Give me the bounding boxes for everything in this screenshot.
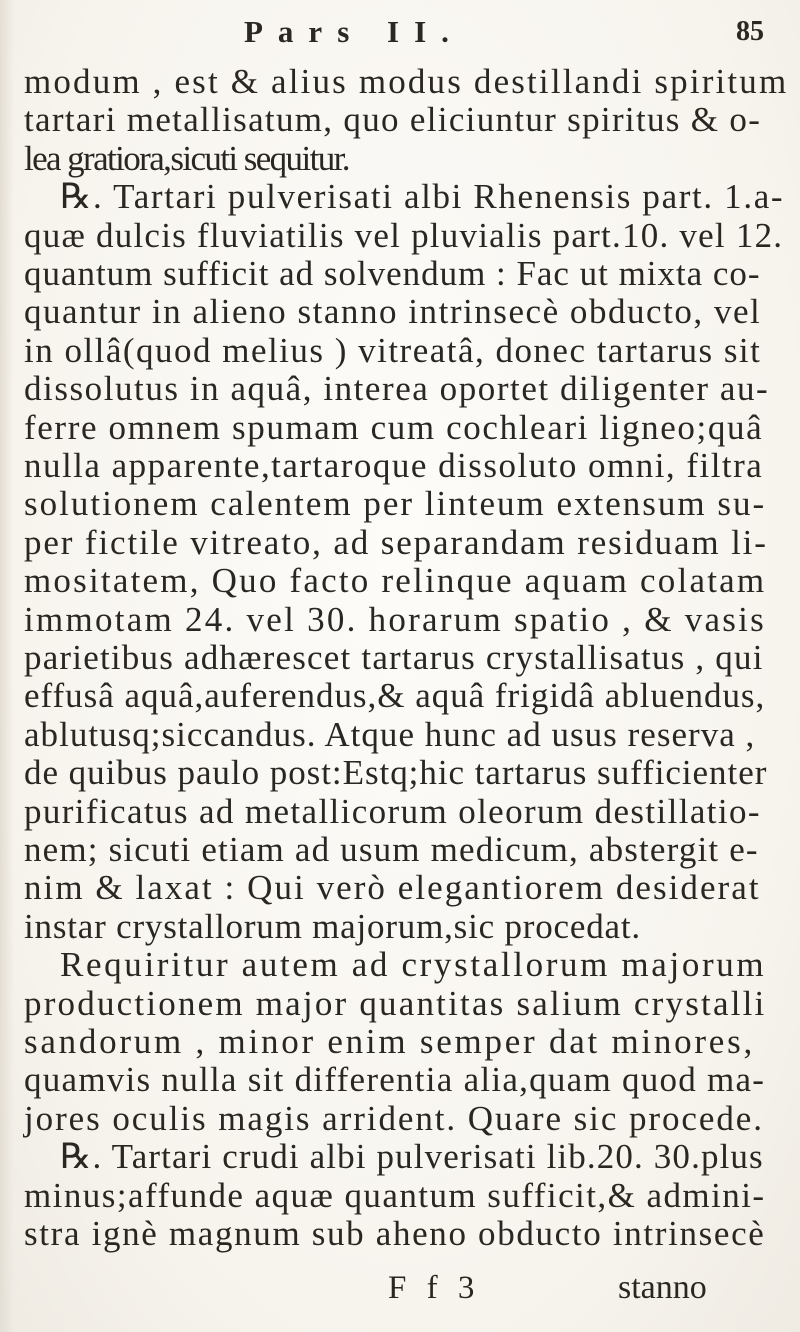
text-line: jores oculis magis arrident. Quare sic procede. bbox=[24, 1098, 764, 1138]
text-line: effusâ aquâ,auferendus,& aquâ frigidâ abluendus, bbox=[24, 676, 766, 716]
text-line: sandorum , minor enim semper dat minores, bbox=[24, 1022, 755, 1061]
text-line: per fictile vitreato, ad separandam residuam li- bbox=[24, 522, 768, 562]
text-line: dissolutus in aquâ, interea oportet diligenter au- bbox=[24, 369, 770, 409]
text-line: stra ignè magnum sub aheno obducto intrinsecè bbox=[24, 1214, 766, 1253]
text-line: Requiritur autem ad crystallorum majorum bbox=[60, 945, 767, 985]
text-line: nem; sicuti etiam ad usum medicum, abstergit e- bbox=[24, 830, 759, 869]
signature-mark: F f 3 bbox=[388, 1270, 481, 1306]
text-line: ferre omnem spumam cum cochleari ligneo;quâ bbox=[24, 407, 764, 447]
text-line: lea gratiora,sicuti sequitur. bbox=[24, 138, 349, 178]
text-line: parietibus adhærescet tartarus crystallisatus , qui bbox=[24, 638, 764, 677]
text-line: purificatus ad metallicorum oleorum destillatio- bbox=[24, 791, 761, 831]
page-footer bbox=[0, 1268, 800, 1312]
text-line: tartari metallisatum, quo eliciuntur spiritus & o- bbox=[24, 100, 762, 140]
page-header bbox=[0, 14, 800, 54]
page-number: 85 bbox=[736, 16, 764, 47]
text-line: mositatem, Quo facto relinque aquam colatam bbox=[24, 561, 767, 601]
text-line: ablutusq;siccandus. Atque hunc ad usus reserva , bbox=[24, 714, 756, 754]
text-line: productionem major quantitas salium crystalli bbox=[24, 983, 767, 1023]
text-line: in ollâ(quod melius ) vitreatâ, donec tartarus sit bbox=[24, 330, 762, 370]
catchword: stanno bbox=[618, 1269, 707, 1306]
text-line: ℞. Tartari pulverisati albi Rhenensis part. 1.a- bbox=[60, 177, 785, 217]
text-line: immotam 24. vel 30. horarum spatio , & vasis bbox=[24, 599, 767, 639]
text-line: quamvis nulla sit differentia alia,quam quod ma- bbox=[24, 1060, 766, 1100]
text-line: solutionem calentem per linteum extensum su- bbox=[24, 484, 767, 524]
running-head: Pars II. bbox=[244, 14, 464, 49]
text-line: minus;affunde aquæ quantum sufficit,& admini- bbox=[24, 1175, 766, 1215]
text-line: instar crystallorum majorum,sic procedat. bbox=[24, 906, 641, 946]
text-line: nim & laxat : Qui verò elegantiorem desiderat bbox=[24, 868, 761, 908]
text-line: nulla apparente,tartaroque dissoluto omni, filtra bbox=[24, 446, 764, 485]
text-line: de quibus paulo post:Estq;hic tartarus sufficienter bbox=[24, 753, 768, 793]
text-line: quantur in alieno stanno intrinsecè obducto, vel bbox=[24, 292, 762, 332]
text-line: ℞. Tartari crudi albi pulverisati lib.20. 30.plus bbox=[60, 1137, 764, 1177]
text-line: quantum sufficit ad solvendum : Fac ut mixta co- bbox=[24, 254, 761, 293]
text-line: quæ dulcis fluviatilis vel pluvialis part.10. vel 12. bbox=[24, 215, 784, 255]
text-line: modum , est & alius modus destillandi spiritum bbox=[24, 62, 789, 101]
